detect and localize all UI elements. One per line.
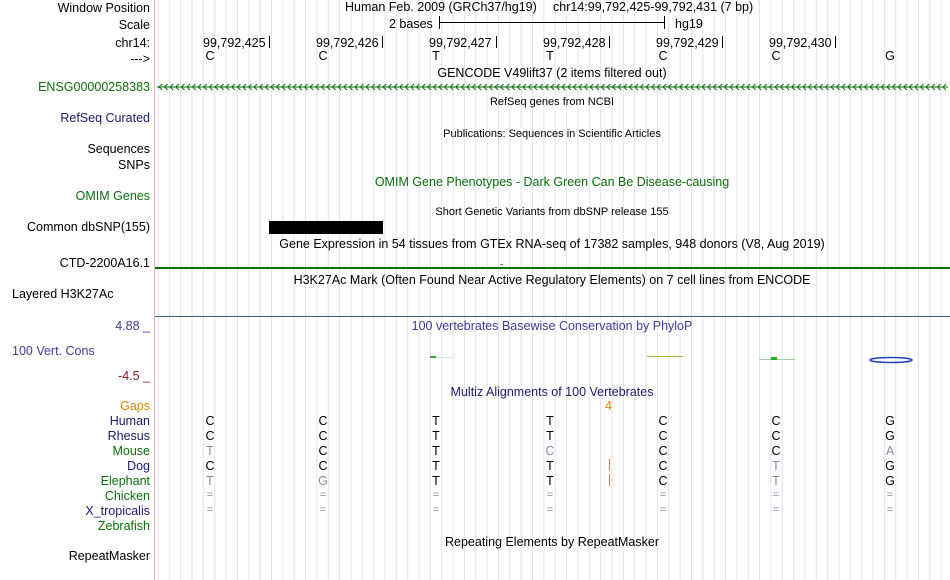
phylop-mark <box>647 356 683 357</box>
alignment-base: C <box>658 444 668 458</box>
coord-label: 99,792,425 <box>203 36 266 50</box>
alignment-base: C <box>205 459 215 473</box>
coord-tick <box>382 36 383 48</box>
gtex-marker <box>500 264 503 265</box>
conservation-max-label: 4.88 _ <box>115 319 150 333</box>
repeatmasker-track-title: Repeating Elements by RepeatMasker <box>444 535 660 549</box>
alignment-base: T <box>432 444 440 458</box>
coord-tick <box>609 36 610 48</box>
species-dog: Dog <box>127 459 150 473</box>
coord-tick <box>722 36 723 48</box>
alignment-base: = <box>206 504 214 516</box>
alignment-base: C <box>545 444 555 458</box>
species-chicken: Chicken <box>104 489 150 503</box>
omim-genes-label[interactable]: OMIM Genes <box>75 189 150 203</box>
phylop-mark <box>436 357 454 358</box>
alignment-base: G <box>885 474 895 488</box>
h3k27ac-baseline <box>155 316 950 317</box>
alignment-base: = <box>319 489 327 501</box>
alignment-base: C <box>658 429 668 443</box>
alignment-base: C <box>205 429 215 443</box>
alignment-base: = <box>206 489 214 501</box>
gene-model-line[interactable] <box>155 81 950 93</box>
ref-base: C <box>318 49 328 63</box>
alignment-base: C <box>658 474 668 488</box>
alignment-base: C <box>771 429 781 443</box>
alignment-base: T <box>546 414 554 428</box>
ref-base: C <box>771 49 781 63</box>
species-zebrafish: Zebrafish <box>97 519 150 533</box>
coord-label: 99,792,430 <box>769 36 832 50</box>
dog-insert-mark <box>609 459 610 471</box>
alignment-base: T <box>432 459 440 473</box>
alignment-base: T <box>206 444 214 458</box>
coord-label: 99,792,426 <box>316 36 379 50</box>
alignment-base: C <box>658 459 668 473</box>
alignment-base: C <box>318 429 328 443</box>
alignment-base: T <box>432 474 440 488</box>
omim-track-title: OMIM Gene Phenotypes - Dark Green Can Be Disease-causing <box>374 175 730 189</box>
alignment-base: C <box>205 414 215 428</box>
ref-base: C <box>658 49 668 63</box>
chromosome-label: chr14: <box>115 36 150 50</box>
conservation-min-label: -4.5 _ <box>118 369 150 383</box>
alignment-base: C <box>318 459 328 473</box>
phylop-track-title: 100 vertebrates Basewise Conservation by PhyloP <box>411 319 693 333</box>
alignment-base: = <box>659 489 667 501</box>
gencode-track-title: GENCODE V49lift37 (2 items filtered out) <box>437 66 667 80</box>
refseq-track-title: RefSeq genes from NCBI <box>489 96 615 108</box>
strand-arrow-label: ---> <box>130 52 150 66</box>
alignment-base: C <box>771 444 781 458</box>
dbsnp-label[interactable]: Common dbSNP(155) <box>27 220 150 234</box>
coord-label: 99,792,427 <box>429 36 492 50</box>
vert-cons-label[interactable]: 100 Vert. Cons <box>12 344 95 358</box>
alignment-base: G <box>885 459 895 473</box>
species-elephant: Elephant <box>100 474 150 488</box>
ctd-gene-label[interactable]: CTD-2200A16.1 <box>59 256 150 270</box>
alignment-base: T <box>432 414 440 428</box>
sequences-label[interactable]: Sequences <box>87 142 150 156</box>
alignment-base: T <box>546 474 554 488</box>
phylop-negative-mark <box>869 355 915 365</box>
coord-tick <box>269 36 270 48</box>
alignment-base: = <box>432 504 440 516</box>
alignment-base: T <box>206 474 214 488</box>
h3k27ac-track-title: H3K27Ac Mark (Often Found Near Active Regulatory Elements) on 7 cell lines from ENCODE <box>293 273 811 287</box>
ref-base: C <box>205 49 215 63</box>
alignment-base: = <box>546 504 554 516</box>
alignment-base: = <box>319 504 327 516</box>
window-position-label: Window Position <box>57 1 150 15</box>
coord-label: 99,792,429 <box>656 36 719 50</box>
ref-base: G <box>885 49 895 63</box>
gaps-label: Gaps <box>120 399 150 413</box>
alignment-base: = <box>772 489 780 501</box>
alignment-base: = <box>886 504 894 516</box>
alignment-base: T <box>546 459 554 473</box>
multiz-track-title: Multiz Alignments of 100 Vertebrates <box>450 385 654 399</box>
alignment-base: T <box>772 474 780 488</box>
coord-label: 99,792,428 <box>543 36 606 50</box>
species-rhesus: Rhesus <box>107 429 150 443</box>
scale-bar <box>439 16 665 30</box>
species-mouse: Mouse <box>112 444 150 458</box>
alignment-base: T <box>772 459 780 473</box>
dbsnp-variant[interactable] <box>269 221 383 234</box>
scale-label: Scale <box>118 18 150 32</box>
alignment-base: T <box>432 429 440 443</box>
alignment-base: = <box>546 489 554 501</box>
snps-label[interactable]: SNPs <box>118 158 150 172</box>
alignment-base: A <box>885 444 895 458</box>
alignment-base: = <box>886 489 894 501</box>
h3k27ac-label[interactable]: Layered H3K27Ac <box>12 287 114 301</box>
alignment-base: C <box>318 444 328 458</box>
refseq-curated-label[interactable]: RefSeq Curated <box>60 111 150 125</box>
track-image[interactable] <box>155 0 950 580</box>
alignment-base: C <box>318 414 328 428</box>
species-human: Human <box>109 414 150 428</box>
alignment-base: G <box>885 429 895 443</box>
phylop-mark <box>759 359 795 360</box>
ref-base: T <box>546 49 554 63</box>
alignment-base: G <box>318 474 328 488</box>
scale-bar-label: 2 bases <box>389 17 433 31</box>
assembly-name: Human Feb. 2009 (GRCh37/hg19) <box>345 0 537 14</box>
gtex-track-title: Gene Expression in 54 tissues from GTEx RNA-seq of 17382 samples, 948 donors (V8, Aug 2019) <box>279 237 825 251</box>
position-readout: chr14:99,792,425-99,792,431 (7 bp) <box>553 0 754 14</box>
ctd-gene-line[interactable] <box>155 267 950 269</box>
alignment-base: = <box>772 504 780 516</box>
phylop-mark <box>771 357 777 360</box>
gene-id-label[interactable]: ENSG00000258383 <box>38 80 150 94</box>
alignment-base: = <box>659 504 667 516</box>
species-x-tropicalis: X_tropicalis <box>85 504 150 518</box>
alignment-base: G <box>885 414 895 428</box>
coord-tick <box>496 36 497 48</box>
track-label-column <box>0 0 154 580</box>
publications-track-title: Publications: Sequences in Scientific Articles <box>443 128 661 140</box>
dbsnp-track-title: Short Genetic Variants from dbSNP release 155 <box>435 206 669 218</box>
alignment-base: C <box>658 414 668 428</box>
alignment-base: = <box>432 489 440 501</box>
gaps-count: 4 <box>605 399 612 413</box>
repeatmasker-label[interactable]: RepeatMasker <box>68 549 150 563</box>
coord-tick <box>835 36 836 48</box>
ref-base: T <box>432 49 440 63</box>
scale-db-label: hg19 <box>675 17 703 31</box>
alignment-base: C <box>771 414 781 428</box>
elephant-insert-mark <box>609 474 610 486</box>
alignment-base: T <box>546 429 554 443</box>
